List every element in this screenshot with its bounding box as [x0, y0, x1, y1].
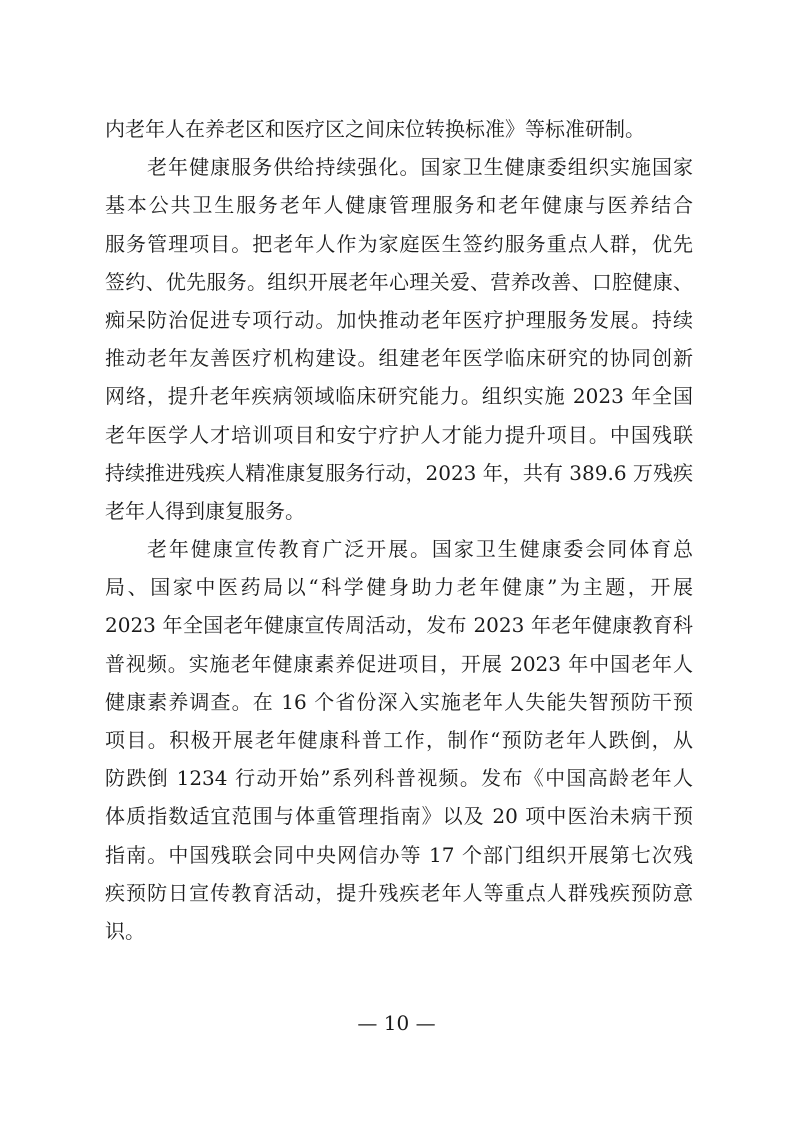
- text-line: 体质指数适宜范围与体重管理指南》以及 20 项中医治未病干预: [105, 804, 693, 829]
- text-line: 老年健康宣传教育广泛开展。国家卫生健康委会同体育总: [147, 537, 693, 562]
- text-line: 疾预防日宣传教育活动，提升残疾老年人等重点人群残疾预防意: [105, 880, 693, 905]
- text-line: 老年医学人才培训项目和安宁疗护人才能力提升项目。中国残联: [105, 422, 693, 447]
- page-number: — 10 —: [357, 1011, 436, 1035]
- text-line: 内老年人在养老区和医疗区之间床位转换标准》等标准研制。: [105, 117, 645, 141]
- text-line: 普视频。实施老年健康素养促进项目，开展 2023 年中国老年人: [105, 651, 693, 676]
- text-line: 服务管理项目。把老年人作为家庭医生签约服务重点人群，优先: [105, 231, 693, 256]
- text-line: 局、国家中医药局以“科学健身助力老年健康”为主题，开展: [105, 575, 693, 600]
- text-line: 基本公共卫生服务老年人健康管理服务和老年健康与医养结合: [105, 193, 693, 218]
- text-line: 老年人得到康复服务。: [105, 498, 305, 523]
- text-line: 网络，提升老年疾病领域临床研究能力。组织实施 2023 年全国: [105, 384, 693, 409]
- paragraph: [105, 530, 693, 950]
- paragraph: [105, 110, 693, 148]
- text-line: 签约、优先服务。组织开展老年心理关爱、营养改善、口腔健康、: [105, 269, 693, 294]
- text-line: 识。: [105, 918, 145, 943]
- document-body: [105, 110, 693, 950]
- text-line: 项目。积极开展老年健康科普工作，制作“预防老年人跌倒，从: [105, 728, 693, 752]
- text-line: 防跌倒 1234 行动开始”系列科普视频。发布《中国高龄老年人: [105, 766, 693, 791]
- text-line: 持续推进残疾人精准康复服务行动，2023 年，共有 389.6 万残疾: [105, 460, 693, 485]
- text-line: 2023 年全国老年健康宣传周活动，发布 2023 年老年健康教育科: [105, 613, 693, 638]
- text-line: 指南。中国残联会同中央网信办等 17 个部门组织开展第七次残: [105, 842, 693, 867]
- paragraph: [105, 148, 693, 530]
- text-line: 推动老年友善医疗机构建设。组建老年医学临床研究的协同创新: [105, 346, 693, 371]
- text-line: 痴呆防治促进专项行动。加快推动老年医疗护理服务发展。持续: [105, 307, 693, 332]
- text-line: 健康素养调查。在 16 个省份深入实施老年人失能失智预防干预: [105, 689, 693, 714]
- text-line: 老年健康服务供给持续强化。国家卫生健康委组织实施国家: [147, 155, 693, 180]
